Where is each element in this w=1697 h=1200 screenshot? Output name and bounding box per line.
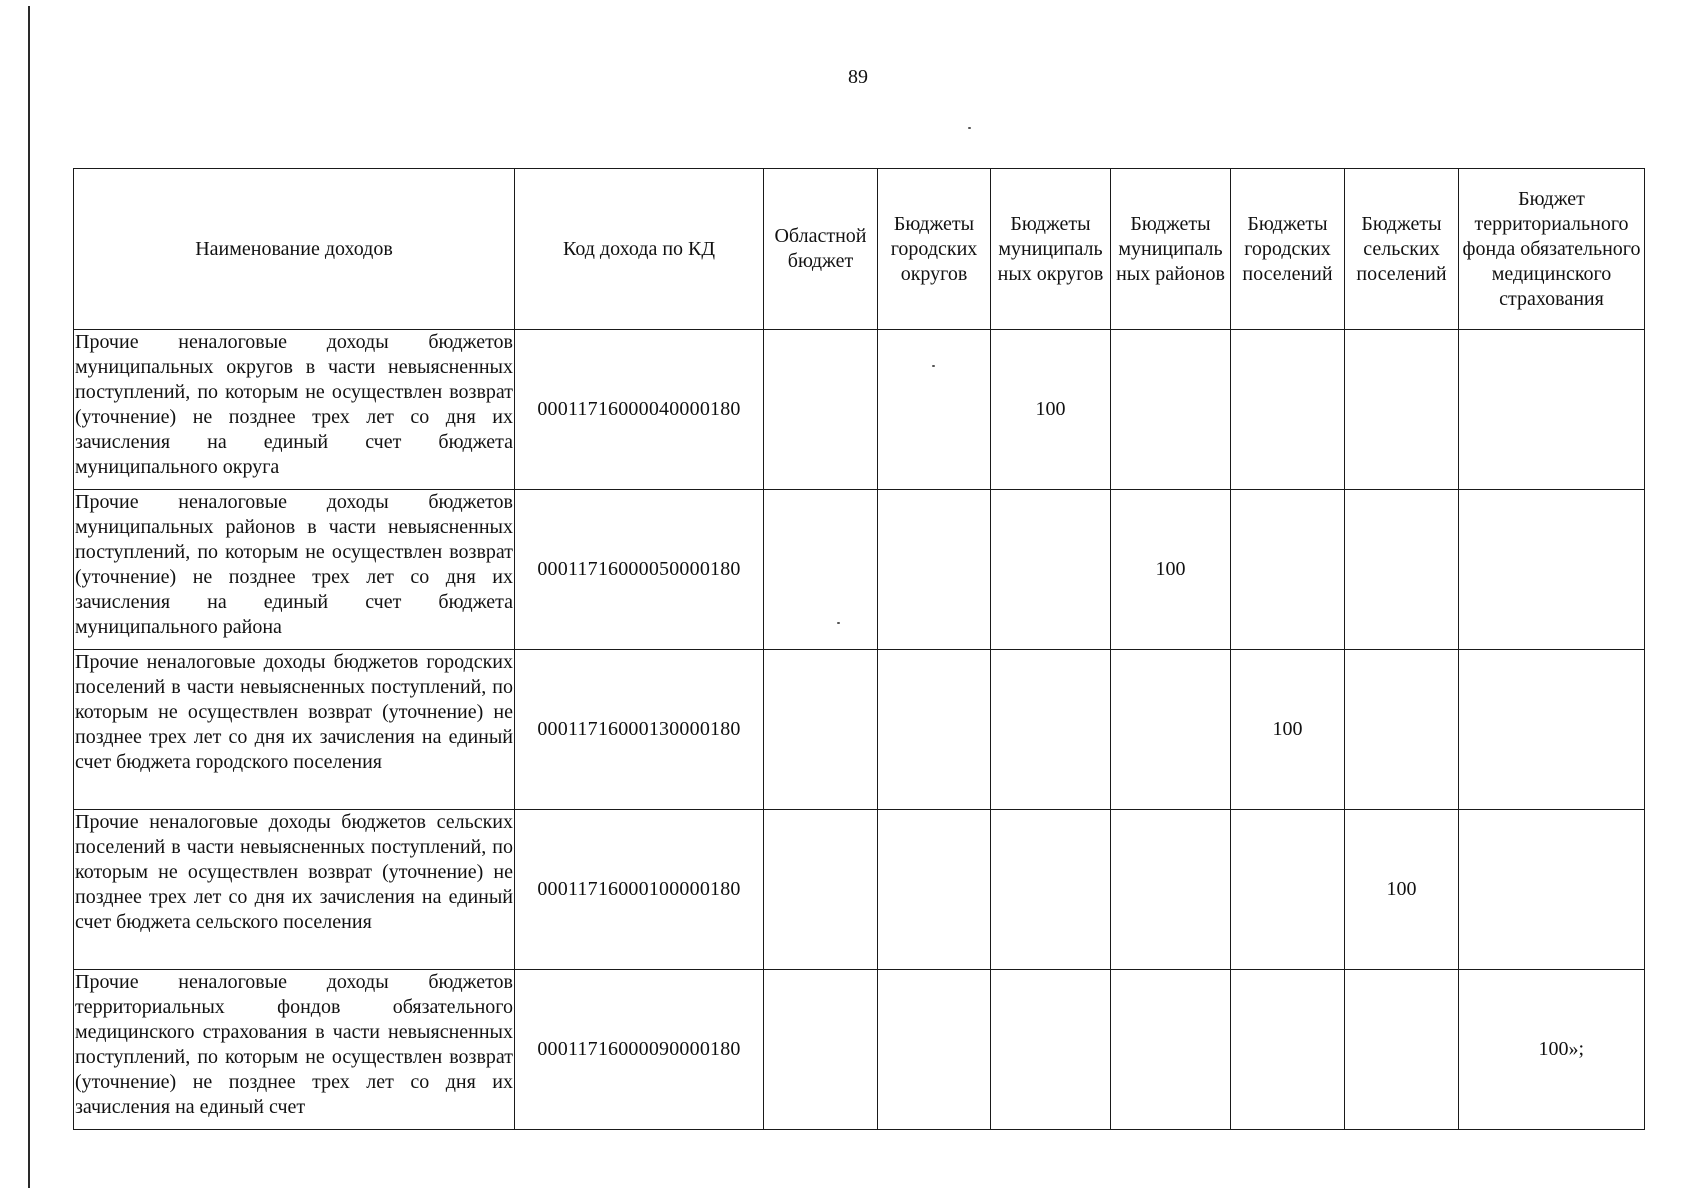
table-row: [74, 970, 1645, 1130]
value-regional: [764, 970, 878, 1130]
value-tfoms: 100»;: [1459, 970, 1645, 1130]
value-regional: [764, 330, 878, 490]
value-city-districts: [878, 490, 991, 650]
value-regional: [764, 490, 878, 650]
header-municipal-raions: Бюджеты муниципаль ных районов: [1111, 169, 1231, 330]
value-city-districts: [878, 970, 991, 1130]
scan-speck: [968, 127, 971, 129]
value-municipal-raions: [1111, 970, 1231, 1130]
value-rural-settlements: [1345, 490, 1459, 650]
income-name: Прочие неналоговые доходы бюджетов муниципальных районов в части невыясненных поступлений, по которым не осуществлен возврат (уточнение) не позднее трех лет со дня их зачисления на единый счет бюджета муниципального района: [74, 490, 515, 650]
value-urban-settlements: [1231, 490, 1345, 650]
value-city-districts: [878, 650, 991, 810]
income-name: Прочие неналоговые доходы бюджетов муниципальных округов в части невыясненных поступлений, по которым не осуществлен возврат (уточнение) не позднее трех лет со дня их зачисления на единый счет бюджета муниципального округа: [74, 330, 515, 490]
income-name: Прочие неналоговые доходы бюджетов территориальных фондов обязательного медицинского страхования в части невыясненных поступлений, по которым не осуществлен возврат (уточнение) не позднее трех лет со дня их зачисления на единый счет: [74, 970, 515, 1130]
value-tfoms: [1459, 330, 1645, 490]
header-code: Код дохода по КД: [515, 169, 764, 330]
value-municipal-okrugs: [991, 490, 1111, 650]
value-municipal-raions: [1111, 650, 1231, 810]
header-municipal-okrugs: Бюджеты муниципаль ных округов: [991, 169, 1111, 330]
value-municipal-raions: [1111, 330, 1231, 490]
header-city-districts: Бюджеты городских округов: [878, 169, 991, 330]
value-rural-settlements: [1345, 970, 1459, 1130]
income-code: 00011716000050000180: [515, 490, 764, 650]
header-rural-settlements: Бюджеты сельских поселений: [1345, 169, 1459, 330]
value-regional: [764, 810, 878, 970]
revenue-distribution-table: [73, 168, 1645, 1130]
value-tfoms: [1459, 810, 1645, 970]
value-urban-settlements: [1231, 970, 1345, 1130]
value-municipal-okrugs: [991, 810, 1111, 970]
value-municipal-okrugs: [991, 650, 1111, 810]
value-urban-settlements: 100: [1231, 650, 1345, 810]
income-code: 00011716000130000180: [515, 650, 764, 810]
table-row: [74, 490, 1645, 650]
header-tfoms: Бюджет территориального фонда обязательного медицинского страхования: [1459, 169, 1645, 330]
value-rural-settlements: [1345, 330, 1459, 490]
income-code: 00011716000090000180: [515, 970, 764, 1130]
value-municipal-okrugs: 100: [991, 330, 1111, 490]
income-name: Прочие неналоговые доходы бюджетов городских поселений в части невыясненных поступлений, по которым не осуществлен возврат (уточнение) не позднее трех лет со дня их зачисления на единый счет бюджета городского поселения: [74, 650, 515, 810]
page-number: 89: [848, 66, 868, 88]
table-header-row: [74, 169, 1645, 330]
table-row: [74, 330, 1645, 490]
header-name: Наименование доходов: [74, 169, 515, 330]
value-rural-settlements: 100: [1345, 810, 1459, 970]
binding-margin-line: [28, 6, 30, 1188]
value-city-districts: [878, 330, 991, 490]
value-rural-settlements: [1345, 650, 1459, 810]
value-tfoms: [1459, 650, 1645, 810]
value-urban-settlements: [1231, 330, 1345, 490]
header-regional: Областной бюджет: [764, 169, 878, 330]
table-row: [74, 650, 1645, 810]
income-name: Прочие неналоговые доходы бюджетов сельских поселений в части невыясненных поступлений, по которым не осуществлен возврат (уточнение) не позднее трех лет со дня их зачисления на единый счет бюджета сельского поселения: [74, 810, 515, 970]
header-urban-settlements: Бюджеты городских поселений: [1231, 169, 1345, 330]
table-row: [74, 810, 1645, 970]
value-municipal-raions: 100: [1111, 490, 1231, 650]
income-code: 00011716000100000180: [515, 810, 764, 970]
value-municipal-okrugs: [991, 970, 1111, 1130]
income-code: 00011716000040000180: [515, 330, 764, 490]
value-urban-settlements: [1231, 810, 1345, 970]
value-city-districts: [878, 810, 991, 970]
value-municipal-raions: [1111, 810, 1231, 970]
value-regional: [764, 650, 878, 810]
value-tfoms: [1459, 490, 1645, 650]
